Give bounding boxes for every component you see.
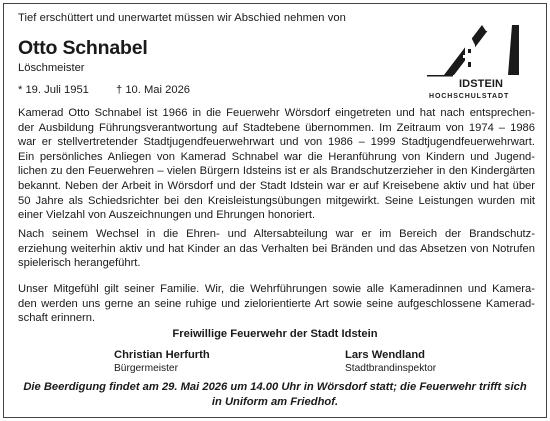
text-line: bekannt. Neben der Arbeit in Wörsdorf und der Stadt Idstein war er auf Kreisebene aktiv und hat über: [18, 179, 535, 192]
logo-subtitle: HOCHSCHULSTADT: [429, 93, 510, 100]
paragraph-condolence: [18, 282, 535, 326]
text-line: spielerisch herangeführt.: [18, 257, 141, 270]
logo-city: IDSTEIN: [459, 78, 504, 90]
text-line: Nach seinem Wechsel in die Ehren- und Altersabteilung war er im Bereich der Brandschutz-: [18, 228, 535, 240]
text-line: 50 Jahre als Schiedsrichter bei den Kreisleistungsübungen mitgewirkt. Seine Leistungen wurden mit: [18, 194, 535, 207]
signatory-role: Bürgermeister: [114, 363, 178, 374]
text-line: war er stellvertretender Stadtjugendfeuerwehrwart und von 1986 – 1999 Stadtjugendfeuerwehrwart.: [18, 136, 535, 149]
text-line: der Ausbildung Führungsverantwortung auf Stadtebene übernommen. Im Zeitraum von 1974 – 1986: [18, 121, 535, 134]
signatory-fire-inspector: [345, 349, 436, 375]
text-line: einer Vielzahl von Auszeichnungen und Ehrungen honoriert.: [18, 209, 316, 222]
funeral-line: Die Beerdigung findet am 29. Mai 2026 um 14.00 Uhr in Wörsdorf statt; die Feuerwehr trifft sich: [23, 381, 527, 393]
deceased-rank: Löschmeister: [18, 62, 85, 74]
organization-name: Freiwillige Feuerwehr der Stadt Idstein: [172, 328, 378, 340]
text-line: lichen zu den Feuerwehren – vielen Bürgern Idsteins ist er als Brandschutzerzieher in den Kindergärten: [18, 165, 535, 178]
text-line: den werden uns gerne an seine ruhige und zielorientierte Art sowie seine aufgeschlossene Kamerad-: [18, 297, 535, 310]
text-line: Unser Mitgefühl gilt seiner Familie. Wir, die Wehrführungen sowie alle Kameradinnen und Kamera-: [18, 283, 535, 295]
idstein-logo: [424, 25, 544, 100]
text-line: erziehung weiterhin aktiv und hat Kinder an das Verhalten bei Bränden und das Absetzen von Notrufen: [18, 242, 535, 255]
text-line: schaft erinnern.: [18, 312, 96, 325]
funeral-line: in Uniform am Friedhof.: [211, 395, 339, 408]
signatory-name: Christian Herfurth: [114, 349, 210, 361]
signatory-role: Stadtbrandinspektor: [345, 363, 437, 374]
text-line: Ein persönliches Anliegen von Kamerad Schnabel war die Heranführung von Kindern und Jugend-: [18, 150, 535, 163]
funeral-announcement: [0, 380, 550, 409]
paragraph-retirement: [18, 227, 535, 271]
intro-text: Tief erschüttert und unerwartet müssen wir Abschied nehmen von: [18, 12, 346, 24]
signatory-name: Lars Wendland: [345, 349, 425, 361]
birth-date: * 19. Juli 1951: [18, 84, 89, 96]
paragraph-career: [18, 106, 535, 223]
life-dates: [18, 84, 191, 96]
death-date: † 10. Mai 2026: [116, 84, 191, 96]
text-line: Kamerad Otto Schnabel ist 1966 in die Feuerwehr Wörsdorf eingetreten und hat nach entsprechen-: [18, 107, 535, 119]
signatory-mayor: [114, 349, 210, 375]
deceased-name: Otto Schnabel: [18, 37, 148, 59]
